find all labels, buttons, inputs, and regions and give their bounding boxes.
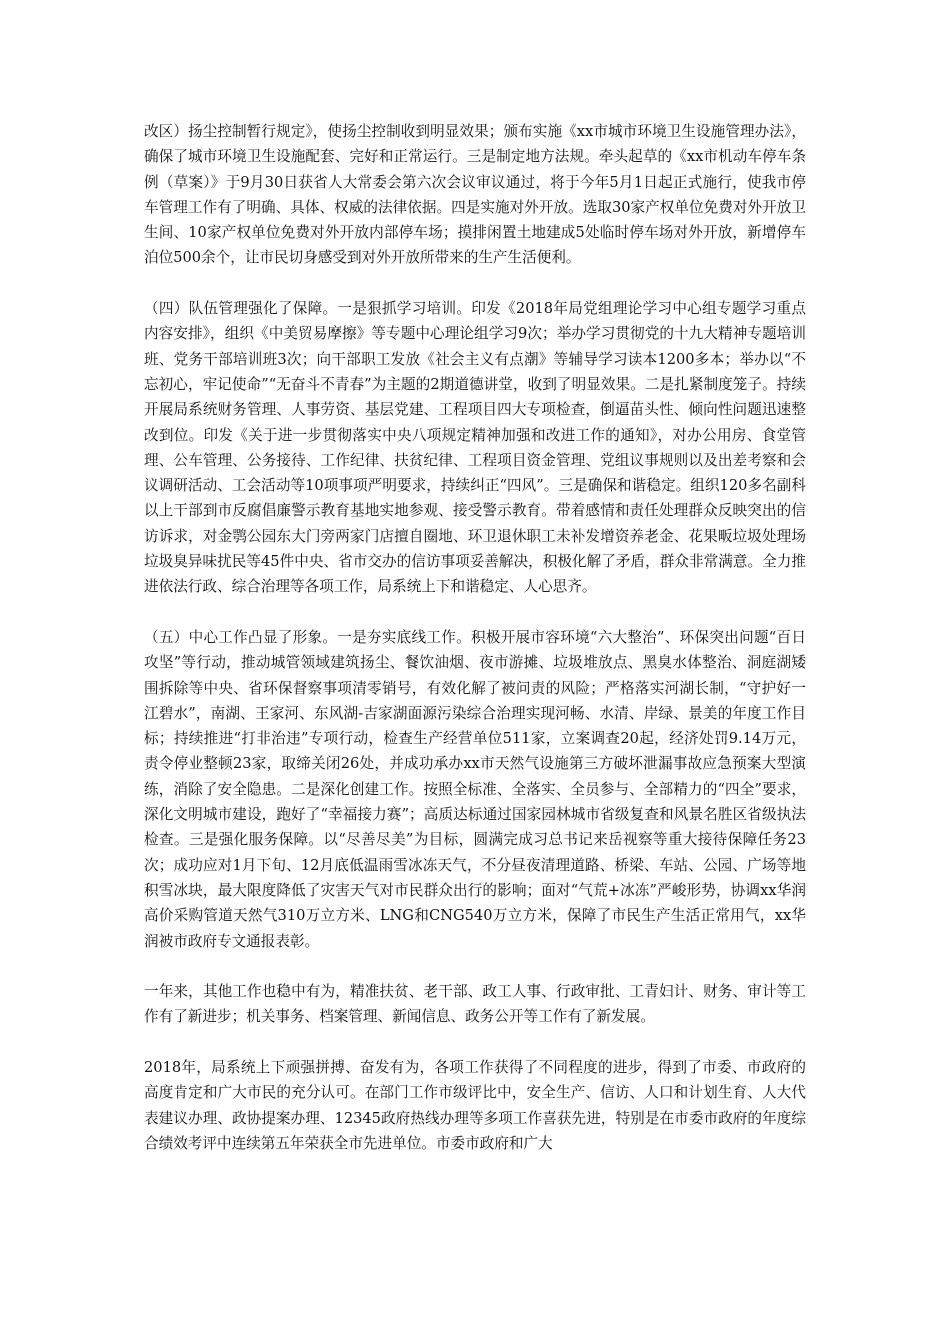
paragraph-2018-summary: 2018年，局系统上下顽强拼搏、奋发有为，各项工作获得了不同程度的进步，得到了市委、市政府的高度肯定和广大市民的充分认可。在部门工作市级评比中，安全生产、信访、人口和计划生育、人大代表建议办理、政协提案办理、12345政府热线办理等多项工作喜获先进，特别是在市委市政府的年度综合绩效考评中连续第五年荣获全市先进单位。市委市政府和广大 [144, 1058, 806, 1152]
paragraph-team-management: （四）队伍管理强化了保障。一是狠抓学习培训。印发《2018年局党组理论学习中心组专题学习重点内容安排》，组织《中美贸易摩擦》等专题中心理论组学习9次；举办学习贯彻党的十九大精神专题培训班、党务干部培训班3次；向干部职工发放《社会主义有点潮》等辅导学习读本1200多本；举办以“不忘初心，牢记使命”“无奋斗不青春”为主题的2期道德讲堂，收到了明显效果。二是扎紧制度笼子。持续开展局系统财务管理、人事劳资、基层党建、工程项目四大专项检查，倒逼苗头性、倾向性问题迅速整改到位。印发《关于进一步贯彻落实中央八项规定精神加强和改进工作的通知》，对办公用房、食堂管理、公车管理、公务接待、工作纪律、扶贫纪律、工程项目资金管理、党组议事规则以及出差考察和会议调研活动、工会活动等10项事项严明要求，持续纠正“四风”。三是确保和谐稳定。组织120多名副科以上干部到市反腐倡廉警示教育基地实地参观、接受警示教育。带着感情和责任处理群众反映突出的信访诉求，对金鹗公园东大门旁两家门店擅自圈地、环卫退休职工未补发增资养老金、花果畈垃圾处理场垃圾臭异味扰民等45件中央、省市交办的信访事项妥善解决，积极化解了矛盾，群众非常满意。全力推进依法行政、综合治理等各项工作，局系统上下和谐稳定、人心思齐。 [144, 300, 806, 596]
document-body [144, 119, 806, 1181]
paragraph-parking-regulations: 改区）扬尘控制暂行规定》，使扬尘控制收到明显效果；颁布实施《xx市城市环境卫生设施管理办法》，确保了城市环境卫生设施配套、完好和正常运行。三是制定地方法规。牵头起草的《xx市机动车停车条例（草案）》于9月30日获省人大常委会第六次会议审议通过，将于今年5月1日起正式施行，使我市停车管理工作有了明确、具体、权威的法律依据。四是实施对外开放。选取30家产权单位免费对外开放卫生间、10家产权单位免费对外开放内部停车场；摸排闲置土地建成5处临时停车场对外开放，新增停车泊位500余个，让市民切身感受到对外开放所带来的生产生活便利。 [144, 123, 806, 267]
paragraph-other-work: 一年来，其他工作也稳中有为，精准扶贫、老干部、政工人事、行政审批、工青妇计、财务、审计等工作有了新进步；机关事务、档案管理、新闻信息、政务公开等工作有了新发展。 [144, 983, 806, 1026]
paragraph-central-work: （五）中心工作凸显了形象。一是夯实底线工作。积极开展市容环境“六大整治”、环保突出问题“百日攻坚”等行动，推动城管领域建筑扬尘、餐饮油烟、夜市游摊、垃圾堆放点、黑臭水体整治、洞庭湖矮围拆除等中央、省环保督察事项清零销号，有效化解了被问责的风险；严格落实河湖长制，“守护好一江碧水”，南湖、王家河、东风湖-吉家湖面源污染综合治理实现河畅、水清、岸绿、景美的年度工作目标；持续推进“打非治违”专项行动，检查生产经营单位511家，立案调查20起，经济处罚9.14万元，责令停业整顿23家，取缔关闭26处，并成功承办xx市天然气设施第三方破坏泄漏事故应急预案大型演练，消除了安全隐患。二是深化创建工作。按照全标准、全落实、全员参与、全部精力的“四全”要求，深化文明城市建设，跑好了“幸福接力赛”；高质达标通过国家园林城市省级复查和风景名胜区省级执法检查。三是强化服务保障。以“尽善尽美”为目标，圆满完成习总书记来岳视察等重大接待保障任务23次；成功应对1月下旬、12月底低温雨雪冰冻天气，不分昼夜清理道路、桥梁、车站、公园、广场等地积雪冰块，最大限度降低了灾害天气对市民群众出行的影响；面对“气荒+冰冻”严峻形势，协调xx华润高价采购管道天然气310万立方米、LNG和CNG540万立方米，保障了市民生产生活正常用气，xx华润被市政府专文通报表彰。 [144, 628, 806, 950]
